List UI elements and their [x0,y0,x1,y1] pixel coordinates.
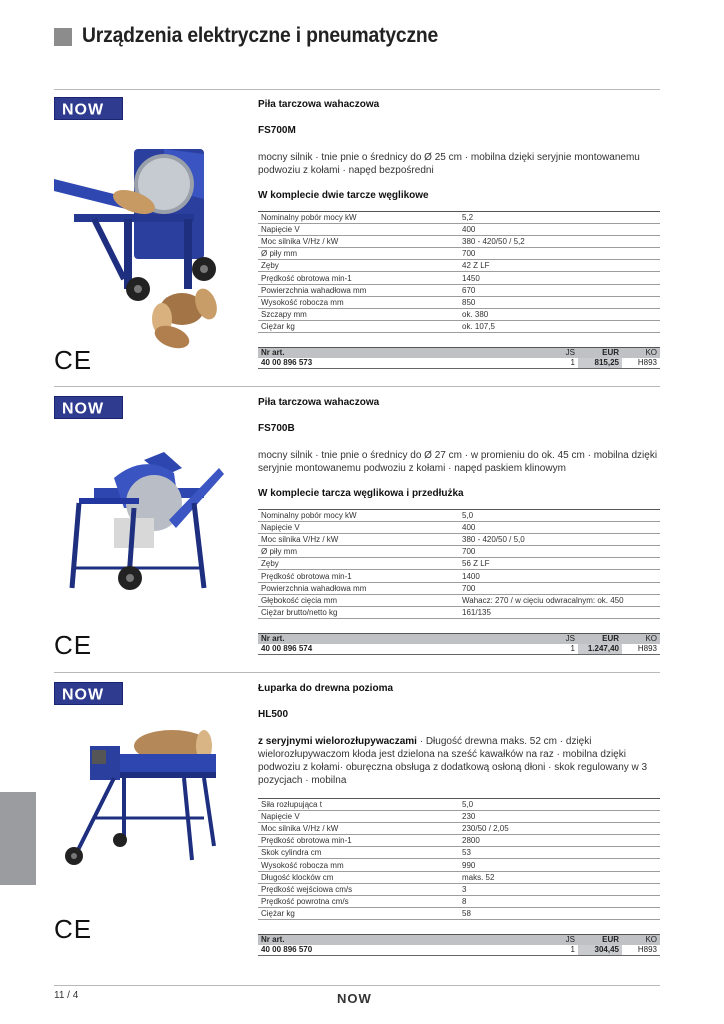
order-table [258,934,660,956]
spec-table [258,509,660,619]
spec-row: Prędkość obrotowa min-1 1400 [258,570,660,582]
spec-row: Ø piły mm 700 [258,248,660,260]
page-title: Urządzenia elektryczne i pneumatyczne [82,24,439,47]
order-row[interactable]: 40 00 896 574 1 1.247,40 H893 [258,644,660,655]
product-kit: W komplecie tarcza węglikowa i przedłużka [258,488,464,499]
page-number: 11 / 4 [54,990,79,1001]
spec-row: Ø piły mm 700 [258,546,660,558]
spec-row: Moc silnika V/Hz / kW 380 - 420/50 / 5,0 [258,534,660,546]
product-details [258,397,660,655]
order-header-row: Nr art. JS EUR KO [258,347,660,358]
ce-mark-icon: CE [54,630,93,660]
article-number: 40 00 896 573 [258,358,538,369]
product-description: mocny silnik · tnie pnie o średnicy do Ø 27 cm · w promieniu do ok. 45 cm · mobilna dzięki seryjnie montowanemu podwoziu z kołami · napęd paskiem klinowym [258,450,658,474]
spec-row: Siła rozłupująca t 5,0 [258,799,660,811]
spec-row: Długość klocków cm maks. 52 [258,871,660,883]
product-category: Piła tarczowa wahaczowa [258,99,380,110]
spec-row: Głębokość cięcia mm Wahacz: 270 / w cięciu odwracalnym: ok. 450 [258,594,660,606]
footer-divider [54,985,660,986]
chapter-side-tab[interactable] [0,792,36,885]
product-category: Piła tarczowa wahaczowa [258,397,380,408]
section-divider [54,89,660,90]
spec-row: Zęby 56 Z LF [258,558,660,570]
spec-row: Prędkość obrotowa min-1 2800 [258,835,660,847]
brand-logo [54,97,123,120]
ce-mark-icon: CE [54,914,93,944]
product-details [258,683,660,956]
product-kit: W komplecie dwie tarcze węglikowe [258,190,429,201]
spec-row: Powierzchnia wahadłowa mm 670 [258,284,660,296]
product-model: FS700B [258,423,295,434]
spec-row: Nominalny pobór mocy kW 5,0 [258,510,660,522]
spec-row: Wysokość robocza mm 850 [258,296,660,308]
spec-row: Wysokość robocza mm 990 [258,859,660,871]
spec-row: Napięcie V 230 [258,811,660,823]
spec-row: Prędkość powrotna cm/s 8 [258,895,660,907]
spec-row: Moc silnika V/Hz / kW 380 - 420/50 / 5,2 [258,236,660,248]
spec-row: Nominalny pobór mocy kW 5,2 [258,212,660,224]
product-image-fs700m [54,129,224,354]
header-square-marker [54,28,72,46]
product-model: HL500 [258,709,289,720]
section-divider [54,672,660,673]
spec-row: Zęby 42 Z LF [258,260,660,272]
spec-row: Prędkość obrotowa min-1 1450 [258,272,660,284]
brand-logo [54,682,123,705]
spec-row: Prędkość wejściowa cm/s 3 [258,883,660,895]
product-description: z seryjnymi wielorozłupywaczami · Długość drewna maks. 52 cm · dzięki wielorozłupywaczom kłoda jest dzielona na sześć kawałków na raz · mobilna dzięki podwoziu z kołami· oburęczna obsługa z dodatkową osłoną dłoni · skok regulowany w 3 pozycjach · mobilna [258,736,648,786]
price: 1.247,40 [578,644,622,655]
product-image-fs700b [54,448,224,603]
ce-mark-icon: CE [54,345,93,375]
price: 304,45 [578,945,622,956]
product-description: mocny silnik · tnie pnie o średnicy do Ø 25 cm · mobilna dzięki seryjnie montowanemu podwoziu z kołami · napęd bezpośredni [258,152,640,176]
spec-row: Ciężar brutto/netto kg 161/135 [258,606,660,618]
product-details [258,99,660,369]
order-table [258,347,660,369]
spec-row: Szczapy mm ok. 380 [258,308,660,320]
section-divider [54,386,660,387]
order-header-row: Nr art. JS EUR KO [258,934,660,945]
brand-logo [54,396,123,419]
order-row[interactable]: 40 00 896 570 1 304,45 H893 [258,945,660,956]
spec-table [258,798,660,920]
brand-logo-text: NOW [62,686,105,704]
price: 815,25 [578,358,622,369]
article-number: 40 00 896 574 [258,644,538,655]
article-number: 40 00 896 570 [258,945,538,956]
product-model: FS700M [258,125,296,136]
footer-brand-logo [336,991,382,1010]
spec-row: Skok cylindra cm 53 [258,847,660,859]
spec-row: Powierzchnia wahadłowa mm 700 [258,582,660,594]
spec-row: Moc silnika V/Hz / kW 230/50 / 2,05 [258,823,660,835]
order-row[interactable]: 40 00 896 573 1 815,25 H893 [258,358,660,369]
spec-row: Ciężar kg 58 [258,907,660,919]
brand-logo-text: NOW [62,101,105,119]
brand-logo-text: NOW [62,400,105,418]
order-header-row: Nr art. JS EUR KO [258,633,660,644]
spec-row: Napięcie V 400 [258,522,660,534]
product-category: Łuparka do drewna pozioma [258,683,394,694]
order-table [258,633,660,655]
spec-row: Napięcie V 400 [258,224,660,236]
spec-row: Ciężar kg ok. 107,5 [258,320,660,332]
footer-logo-text: NOW [337,991,372,1005]
spec-table [258,211,660,333]
product-image-hl500 [54,728,224,873]
